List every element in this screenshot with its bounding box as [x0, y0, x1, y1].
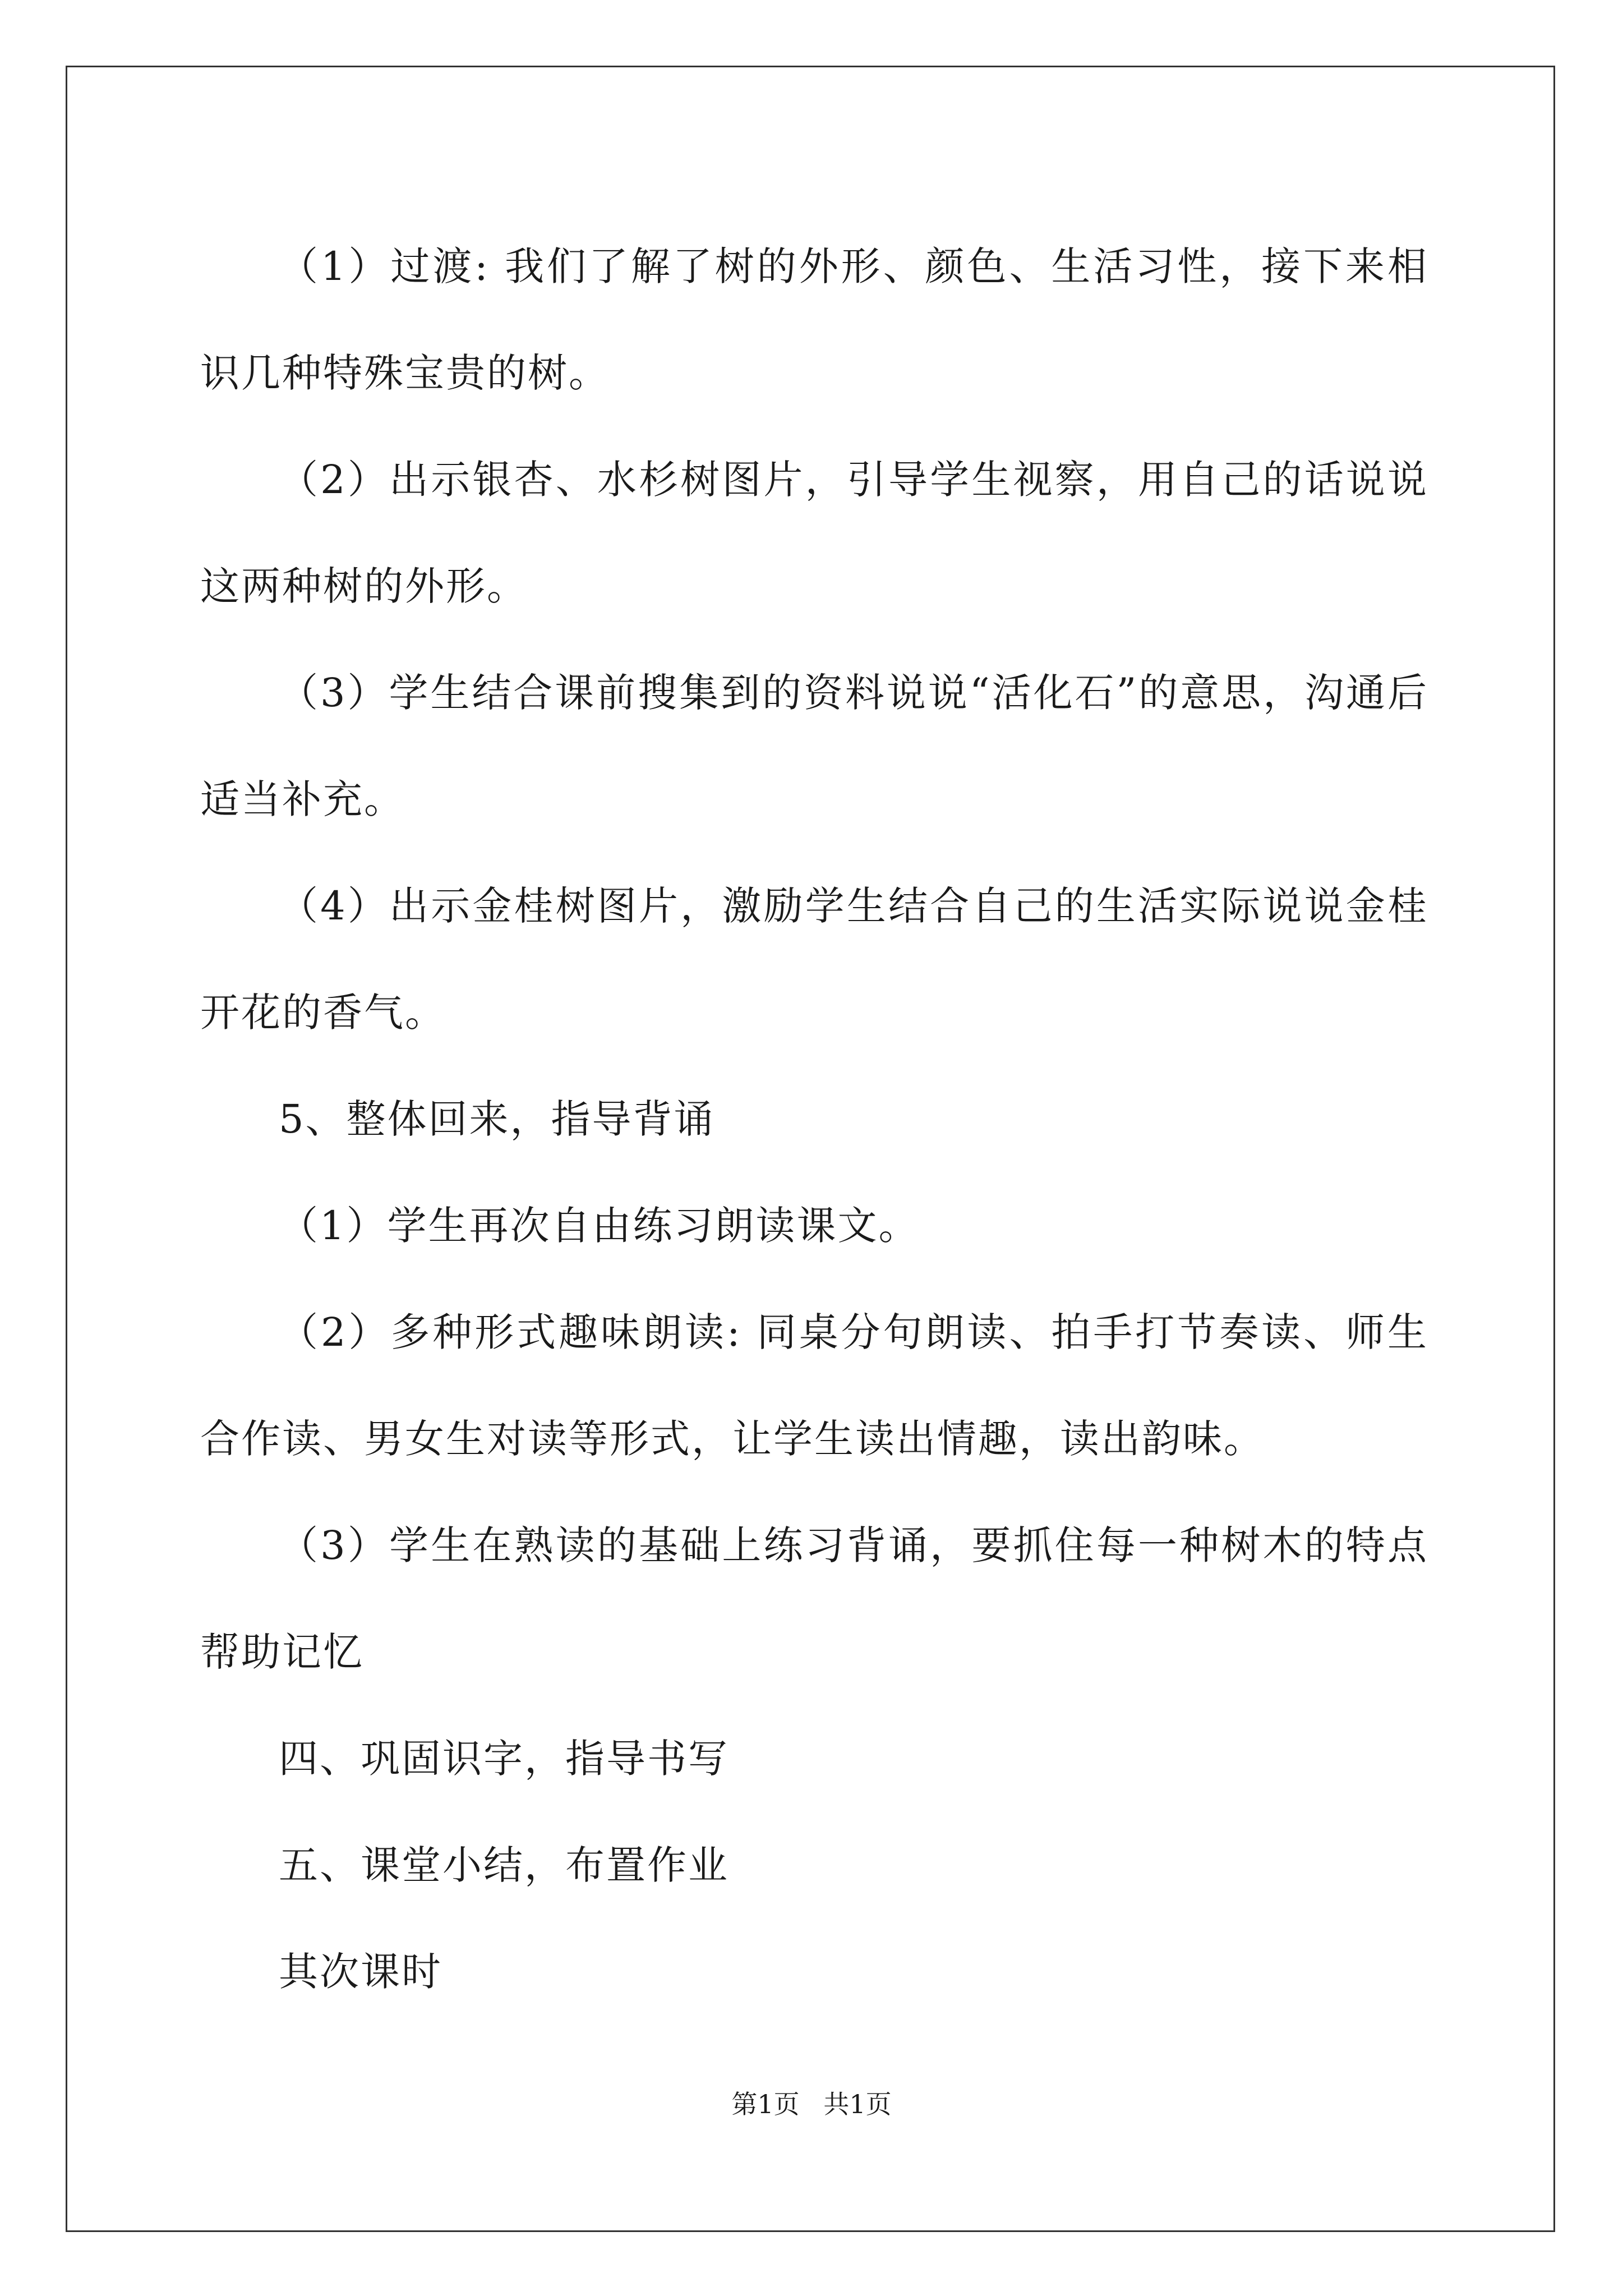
- paragraph-9: 四、巩固识字，指导书写: [279, 1736, 729, 1782]
- paragraph-6: （1）学生再次自由练习朗读课文。: [279, 1203, 920, 1249]
- paragraph-5: 5、整体回来，指导背诵: [279, 1096, 715, 1142]
- paragraph-7: （2）多种形式趣味朗读: 同桌分句朗读、拍手打节奏读、师生合作读、男女生对读等形式，让学生读出情趣，读出韵味。: [200, 1309, 1428, 1462]
- paragraph-10: 五、课堂小结，布置作业: [279, 1842, 729, 1888]
- page-footer: [0, 2084, 1623, 2121]
- paragraph-2: （2）出示银杏、水杉树图片，引导学生视察，用自己的话说说这两种树的外形。: [200, 457, 1428, 609]
- paragraph-4: （4）出示金桂树图片，激励学生结合自己的生活实际说说金桂开花的香气。: [200, 883, 1428, 1036]
- paragraph-8: （3）学生在熟读的基础上练习背诵，要抓住每一种树木的特点帮助记忆: [200, 1522, 1428, 1675]
- page-total-label: 共1页: [823, 2089, 892, 2119]
- page-current-label: 第1页: [731, 2089, 800, 2119]
- paragraph-11: 其次课时: [279, 1949, 442, 1995]
- paragraph-1: （1）过渡: 我们了解了树的外形、颜色、生活习性，接下来相识几种特殊宝贵的树。: [200, 243, 1428, 396]
- paragraph-3: （3）学生结合课前搜集到的资料说说“活化石”的意思，沟通后适当补充。: [200, 670, 1428, 822]
- document-body: [200, 213, 1428, 2025]
